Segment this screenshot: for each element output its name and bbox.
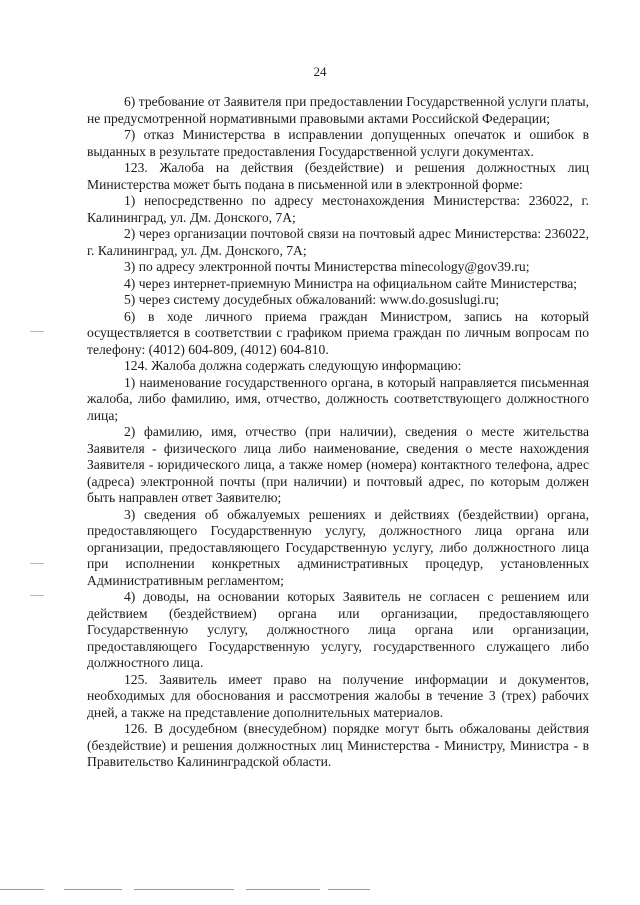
- scan-margin-mark: [30, 595, 44, 596]
- paragraph-123-5-system: 5) через систему досудебных обжалований: www.do.gosuslugi.ru;: [124, 292, 500, 307]
- paragraph-123-complaint: 123. Жалоба на действия (бездействие) и решения должностных лиц Министерства может быть подана в письменной или в электронной форме:: [87, 160, 589, 192]
- paragraph-124-content: 124. Жалоба должна содержать следующую информацию:: [124, 358, 462, 373]
- scan-margin-mark: [30, 563, 44, 564]
- scan-margin-mark: [30, 331, 44, 332]
- paragraph-6-fee: 6) требование от Заявителя при предоставлении Государственной услуги платы, не предусмотренной нормативными правовыми актами Российской Федерации;: [87, 94, 589, 126]
- paragraph-123-4-internet: 4) через интернет-приемную Министра на официальном сайте Министерства;: [124, 275, 578, 291]
- paragraph-7-refusal: 7) отказ Министерства в исправлении допущенных опечаток и ошибок в выданных в результате предоставления Государственной услуги документах.: [87, 127, 589, 159]
- paragraph-123-2-post: 2) через организации почтовой связи на почтовый адрес Министерства: 236022, г. Калининград, ул. Дм. Донского, 7А;: [87, 226, 589, 258]
- paragraph-124-3-decisions: 3) сведения об обжалуемых решениях и действиях (бездействии) органа, предоставляющего Государственную услугу, должностного лица органа или организации, предоставляющего Государственную услугу, либо должностного лица при исполнении конкретных административных процедур, установленных Административным регламентом;: [87, 506, 589, 588]
- scan-bottom-edge: [0, 886, 640, 894]
- paragraph-124-2-applicant: 2) фамилию, имя, отчество (при наличии), сведения о месте жительства Заявителя - физического лица либо наименование, сведения о месте нахождения Заявителя - юридического лица, а также номер (номера) контактного телефона, адрес (адреса) электронной почты (при наличии) и почтовый адрес, по которым должен быть направлен ответ Заявителю;: [87, 424, 589, 505]
- paragraph-126-pretrial: 126. В досудебном (внесудебном) порядке могут быть обжалованы действия (бездействие) и решения должностных лиц Министерства - Министру, Министра - в Правительство Калининградской области.: [87, 721, 589, 769]
- paragraph-123-3-email: 3) по адресу электронной почты Министерства minecology@gov39.ru;: [124, 259, 530, 274]
- paragraph-124-4-arguments: 4) доводы, на основании которых Заявитель не согласен с решением или действием (бездействием) органа или организации, предоставляющего Государственную услугу, должностного лица органа или организации, предоставляющего Государственную услугу, государственного служащего либо должностного лица.: [87, 589, 589, 670]
- paragraph-125-rights: 125. Заявитель имеет право на получение информации и документов, необходимых для обоснования и рассмотрения жалобы в течение 3 (трех) рабочих дней, а также на представление дополнительных материалов.: [87, 671, 589, 720]
- page-number: 24: [313, 64, 327, 79]
- paragraph-123-1-address: 1) непосредственно по адресу местонахождения Министерства: 236022, г. Калининград, ул. Дм. Донского, 7А;: [87, 193, 589, 225]
- paragraph-123-6-reception: 6) в ходе личного приема граждан Министром, запись на который осуществляется в соответствии с графиком приема граждан по личным вопросам по телефону: (4012) 604-809, (4012) 604-810.: [87, 308, 589, 357]
- paragraph-124-1-organ: 1) наименование государственного органа, в который направляется письменная жалоба, либо фамилию, имя, отчество, должность соответствующего должностного лица;: [87, 374, 589, 423]
- document-body: [87, 94, 589, 771]
